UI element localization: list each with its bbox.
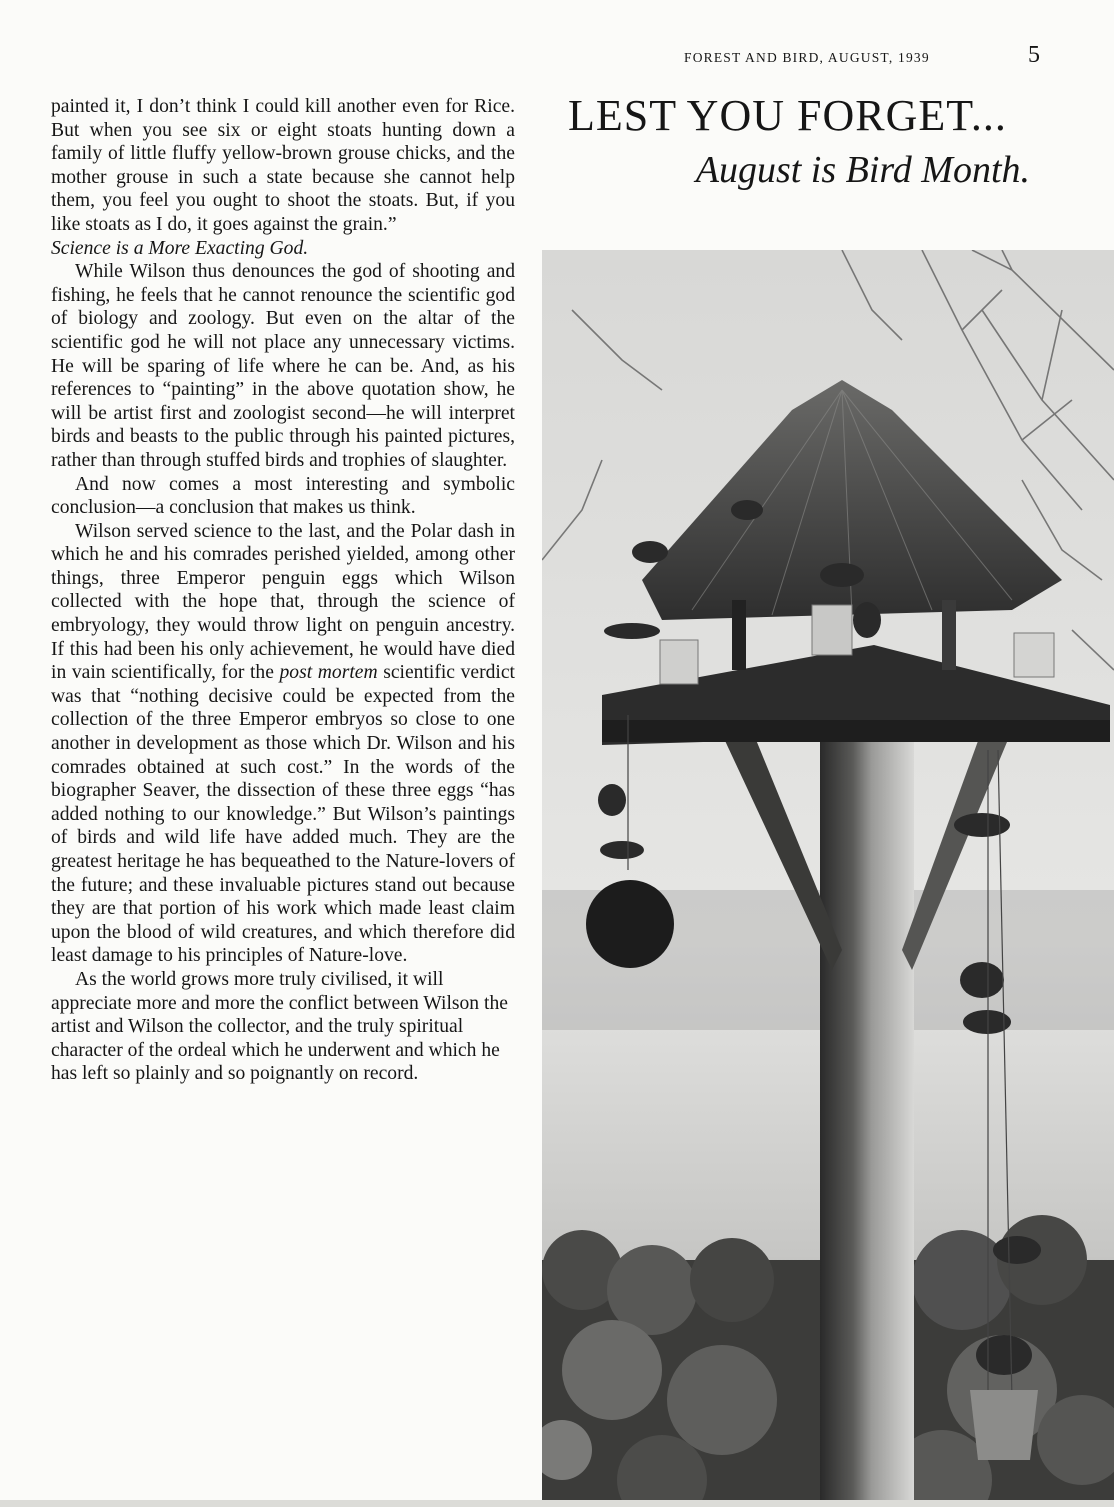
- paragraph-2: While Wilson thus denounces the god of shooting and fishing, he feels that he cannot renounce the scientific god of biology and zoology. But even on the altar of the scientific god he will not place any unnecessary victims. He will be sparing of life where he can be. And, as his references to “painting” in the above quotation show, he will be artist first and zoologist second—he will interpret birds and beasts to the public through his painted pictures, rather than through stuffed birds and trophies of slaughter.: [51, 261, 515, 471]
- running-head: [684, 42, 1084, 68]
- body-column: [51, 95, 515, 1086]
- hanging-pot: [970, 1390, 1038, 1460]
- paragraph-4-emphasis: post mortem: [279, 662, 378, 684]
- glass-jar: [660, 640, 698, 684]
- paragraph-4: [51, 520, 515, 968]
- bird-feeder-photo: [542, 250, 1114, 1507]
- article-title: LEST YOU FORGET...: [568, 91, 1007, 140]
- paragraph-5: As the world grows more truly civilised, it will appreciate more and more the conflict between Wilson the artist and Wilson the collector, and the truly spiritual character of the ordeal which he underwent and which he has left so plainly and so poignantly on record.: [51, 968, 508, 1085]
- feeder-post: [820, 730, 914, 1507]
- glass-jar: [1014, 633, 1054, 677]
- article-subtitle: August is Bird Month.: [695, 149, 1030, 191]
- subheading: Science is a More Exacting God.: [51, 237, 309, 259]
- page-number: 5: [1028, 42, 1040, 68]
- bottom-rule: [0, 1500, 1114, 1507]
- hanging-seed-ball: [586, 880, 674, 968]
- paragraph-4-part-a: Wilson served science to the last, and the Polar dash in which he and his comrades perished yielded, among other things, three Emperor penguin eggs which Wilson collected with the hope that, through the science of embryology, they would throw light on penguin ancestry. If this had been his only achievement, he would have died in vain scientifically, for the: [51, 520, 515, 684]
- paragraph-1: painted it, I don’t think I could kill another even for Rice. But when you see six or eight stoats hunting down a family of little fluffy yellow-brown grouse chicks, and the mother grouse in such a state because she cannot help them, you feel you ought to shoot the stoats. But, if you like stoats as I do, it goes against the grain.”: [51, 96, 515, 235]
- paragraph-4-part-b: scientific verdict was that “nothing decisive could be expected from the collection of the three Emperor embryos so close to one another in development as those which Dr. Wilson and his comrades obtained at such cost.” In the words of the biographer Seaver, the dissection of these three eggs “has added nothing to our knowledge.” But Wilson’s paintings of birds and wild life have added much. They are the greatest heritage he has bequeathed to the Nature-lovers of the future; and these invaluable pictures stand out because they are that portion of his work which made least claim upon the blood of wild creatures, and which therefore did least damage to his principles of Nature-love.: [51, 662, 515, 967]
- running-title: FOREST AND BIRD, AUGUST, 1939: [684, 50, 930, 65]
- paragraph-3: And now comes a most interesting and symbolic conclusion—a conclusion that makes us think.: [51, 473, 515, 519]
- glass-jar: [812, 605, 852, 655]
